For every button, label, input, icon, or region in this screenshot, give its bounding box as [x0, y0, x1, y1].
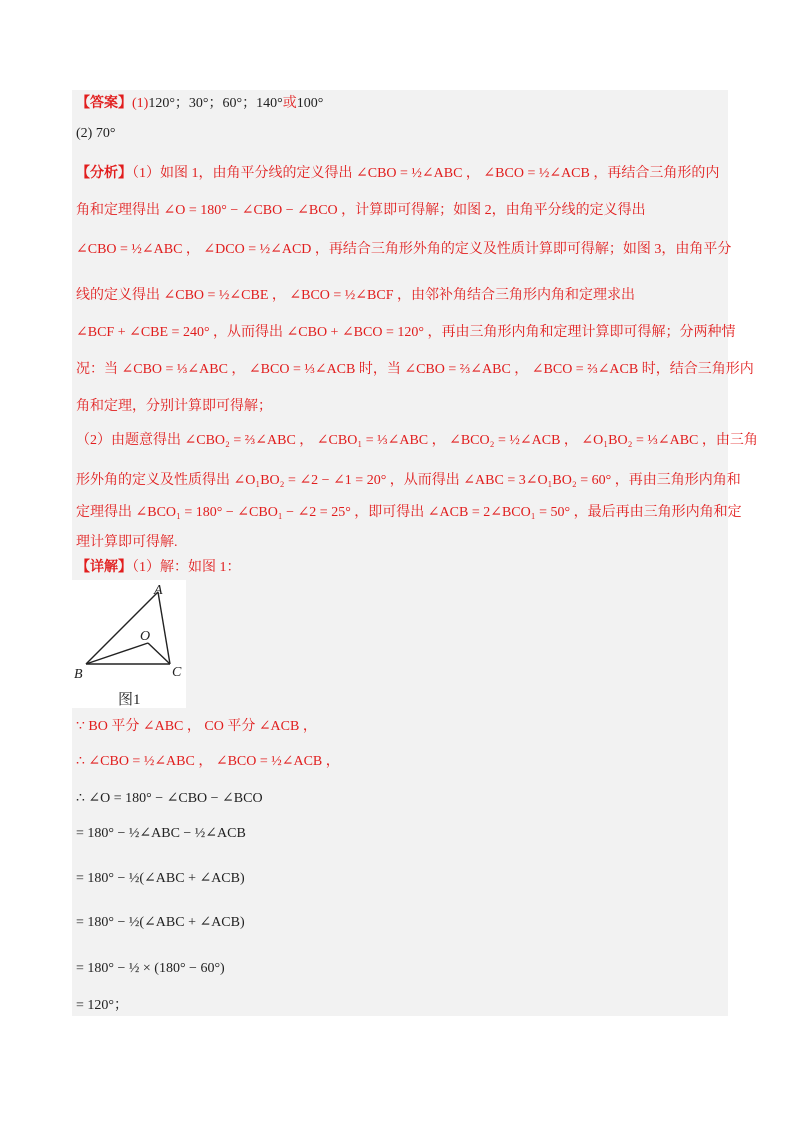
point-o-label: O [140, 629, 151, 644]
answer-line-1 [76, 94, 323, 114]
analysis-line-9: 形外角的定义及性质得出 ∠O₁BO₂ = ∠2 − ∠1 = 20° ，从而得出 ∠ABC = 3∠O₁BO₂ = 60° ，再由三角形内角和 [76, 473, 741, 488]
detail-step-5: = 180° − ½(∠ABC + ∠ACB) [76, 871, 245, 886]
figure-caption: 图1 [118, 692, 141, 708]
detail-step-1: ∵ BO 平分 ∠ABC ， CO 平分 ∠ACB ， [76, 719, 317, 734]
detail-step-8: = 120°； [76, 998, 128, 1013]
answer-label: 【答案】 [76, 96, 132, 111]
detail-step-4: = 180° − ½∠ABC − ½∠ACB [76, 826, 246, 841]
analysis-line-5: ∠BCF + ∠CBE = 240° ，从而得出 ∠CBO + ∠BCO = 120° ，再由三角形内角和定理计算即可得解；分两种情 [76, 325, 736, 340]
analysis-line-2: 角和定理得出 ∠O = 180° − ∠CBO − ∠BCO ，计算即可得解；如图 2，由角平分线的定义得出 [76, 203, 646, 218]
detail-step-2: ∴ ∠CBO = ½∠ABC ， ∠BCO = ½∠ACB ， [76, 754, 340, 769]
analysis-line-8: （2）由题意得出 ∠CBO₂ = ⅔∠ABC ， ∠CBO₁ = ⅓∠ABC ， ∠BCO₂ = ½∠ACB ， ∠O₁BO₂ = ⅓∠ABC ，由三角 [76, 433, 758, 448]
detail-label: 【详解】 [76, 560, 132, 575]
detail-intro: （1）解：如图 1： [132, 560, 241, 575]
detail-line-1 [76, 558, 241, 578]
answer-part2: (2) 70° [76, 126, 116, 141]
analysis-line-1 [76, 164, 719, 184]
analysis-line-3: ∠CBO = ½∠ABC ， ∠DCO = ½∠ACD ，再结合三角形外角的定义及性质计算即可得解；如图 3，由角平分 [76, 242, 732, 257]
analysis-line-10: 定理得出 ∠BCO₁ = 180° − ∠CBO₁ − ∠2 = 25° ，即可得出 ∠ACB = 2∠BCO₁ = 50° ，最后再由三角形内角和定 [76, 505, 742, 520]
answer-part1-prefix: (1) [132, 96, 149, 111]
side-ba [86, 592, 158, 664]
analysis-line-6: 况：当 ∠CBO = ⅓∠ABC ， ∠BCO = ⅓∠ACB 时，当 ∠CBO = ⅔∠ABC ， ∠BCO = ⅔∠ACB 时，结合三角形内 [76, 362, 754, 377]
detail-step-7: = 180° − ½ × (180° − 60°) [76, 961, 225, 976]
answer-part1-values: 120°；30°；60°；140° [148, 96, 283, 111]
answer-part1-alt: 100° [296, 96, 324, 111]
analysis-line-7: 角和定理，分别计算即可得解； [76, 399, 272, 414]
analysis-text: （1）如图 1，由角平分线的定义得出 ∠CBO = ½∠ABC ， ∠BCO = ½∠ACB ，再结合三角形的内 [132, 166, 720, 181]
analysis-line-4: 线的定义得出 ∠CBO = ½∠CBE ， ∠BCO = ½∠BCF ，由邻补角结合三角形内角和定理求出 [76, 288, 635, 303]
side-ac [158, 592, 170, 664]
detail-step-3: ∴ ∠O = 180° − ∠CBO − ∠BCO [76, 791, 263, 806]
point-a-label: A [154, 583, 163, 598]
detail-step-6: = 180° − ½(∠ABC + ∠ACB) [76, 915, 245, 930]
answer-part1-or: 或 [282, 96, 297, 111]
analysis-label: 【分析】 [76, 166, 132, 181]
analysis-line-11: 理计算即可得解. [76, 535, 178, 550]
point-b-label: B [74, 667, 83, 682]
triangle-diagram [72, 580, 186, 708]
point-c-label: C [172, 665, 182, 680]
segment-bo [86, 643, 148, 664]
figure-1 [72, 580, 186, 708]
